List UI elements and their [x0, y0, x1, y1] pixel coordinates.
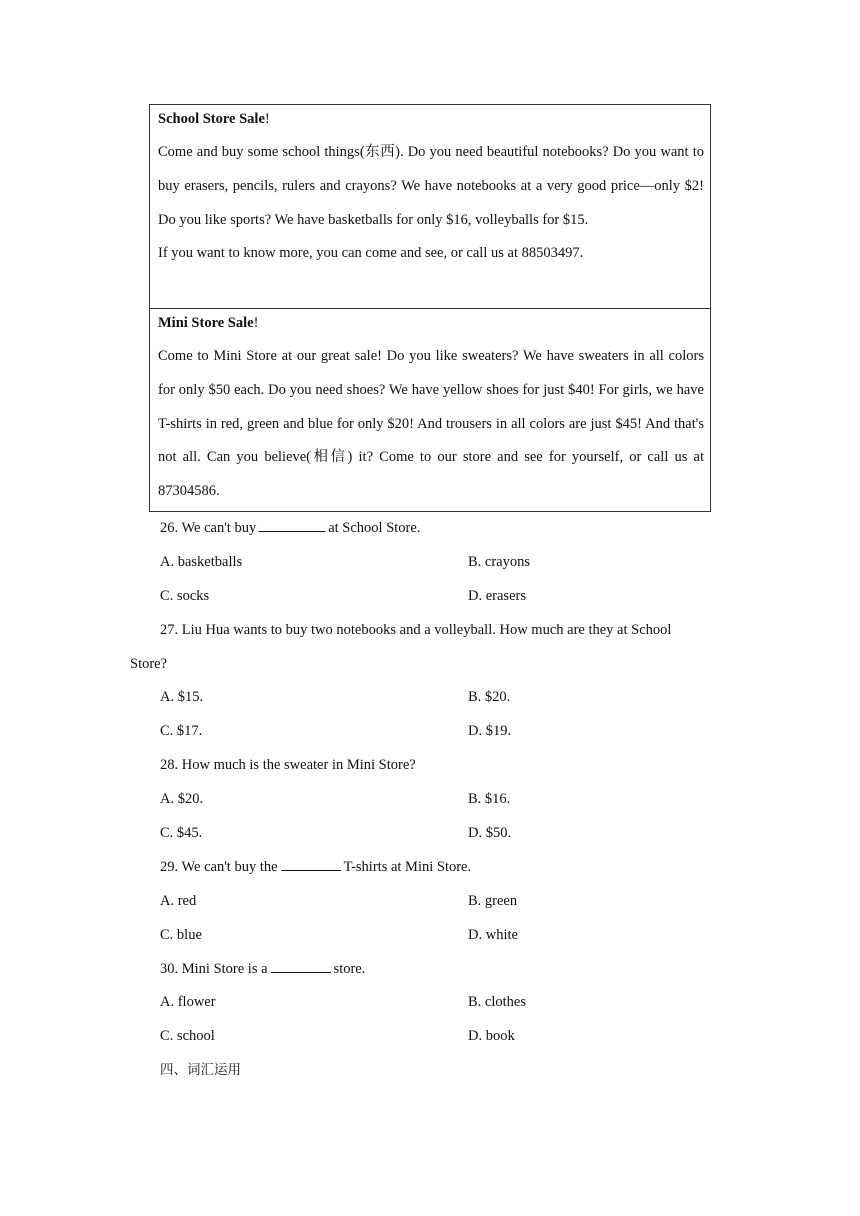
question-29-options-row-2	[130, 919, 710, 953]
question-26-stem-before: 26. We can't buy	[160, 520, 257, 536]
question-29-stem-before: 29. We can't buy the	[160, 858, 278, 875]
mini-store-ad	[150, 308, 710, 511]
question-27-options-row-2	[130, 715, 710, 749]
answer-blank	[281, 855, 341, 871]
option-d: D. book	[468, 1028, 515, 1045]
question-29-stem	[130, 851, 710, 885]
question-30-stem-before: 30. Mini Store is a	[160, 960, 268, 977]
answer-blank	[271, 957, 331, 973]
question-27-options-row-1	[130, 681, 710, 715]
option-c: C. $17.	[160, 723, 203, 740]
store-ads-table	[149, 104, 711, 512]
option-a: A. red	[160, 892, 197, 909]
section-heading: 四、词汇运用	[160, 1062, 241, 1079]
option-b: B. green	[468, 892, 518, 909]
question-28-stem: 28. How much is the sweater in Mini Store?	[160, 757, 416, 774]
question-28-options-row-2	[130, 817, 710, 851]
question-26-options-row-2	[130, 580, 710, 614]
question-26-options-row-1	[130, 546, 710, 580]
question-30-stem-after: store.	[333, 960, 366, 977]
option-b: B. clothes	[468, 994, 526, 1011]
answer-blank	[259, 516, 325, 532]
question-28-options-row-1	[130, 783, 710, 817]
option-b: B. crayons	[468, 553, 531, 570]
question-30-options-row-2	[130, 1020, 710, 1054]
school-store-ad	[150, 105, 710, 308]
option-c: C. blue	[160, 926, 202, 943]
option-d: D. white	[468, 926, 518, 943]
question-30-options-row-1	[130, 986, 710, 1020]
mini-store-title: Mini Store Sale	[158, 315, 254, 331]
school-store-body: Come and buy some school things(东西). Do you need beautiful notebooks? Do you want to buy erasers, pencils, rulers and crayons? We have notebooks at a very good price—only $2! Do you like sports? We have basketballs for only $16, volleyballs for $15.	[158, 144, 704, 228]
question-27-stem-line-2: Store?	[130, 655, 168, 672]
option-a: A. $15.	[160, 689, 204, 706]
option-d: D. erasers	[468, 587, 526, 604]
option-a: A. $20.	[160, 791, 204, 808]
question-29-stem-after: T-shirts at Mini Store.	[343, 858, 472, 875]
school-store-title: School Store Sale	[158, 111, 265, 127]
option-b: B. $16.	[468, 791, 511, 808]
question-26-stem	[130, 512, 710, 546]
option-b: B. $20.	[468, 689, 511, 706]
question-29-options-row-1	[130, 885, 710, 919]
option-a: A. flower	[160, 994, 216, 1011]
option-a: A. basketballs	[160, 553, 243, 570]
school-store-title-line	[158, 102, 704, 136]
school-store-title-suffix: !	[264, 111, 270, 127]
option-d: D. $19.	[468, 723, 512, 740]
school-store-contact: If you want to know more, you can come and see, or call us at 88503497.	[158, 245, 584, 262]
questions-area	[130, 512, 710, 1088]
question-27-stem-line-1: 27. Liu Hua wants to buy two notebooks and a volleyball. How much are they at School	[160, 621, 672, 638]
option-c: C. socks	[160, 587, 210, 604]
option-c: C. school	[160, 1028, 215, 1045]
mini-store-title-suffix: !	[253, 315, 259, 331]
question-30-stem	[130, 953, 710, 987]
mini-store-body: Come to Mini Store at our great sale! Do you like sweaters? We have sweaters in all colors for only $50 each. Do you need shoes? We have yellow shoes for just $40! For girls, we have T-shirts in red, green and blue for only $20! And trousers in all colors are just $45! And that's not all. Can you believe(相信) it? Come to our store and see for yourself, or call us at 87304586.	[158, 348, 704, 500]
mini-store-title-line	[158, 306, 704, 340]
option-d: D. $50.	[468, 825, 512, 842]
option-c: C. $45.	[160, 825, 203, 842]
question-26-stem-after: at School Store.	[328, 520, 421, 536]
